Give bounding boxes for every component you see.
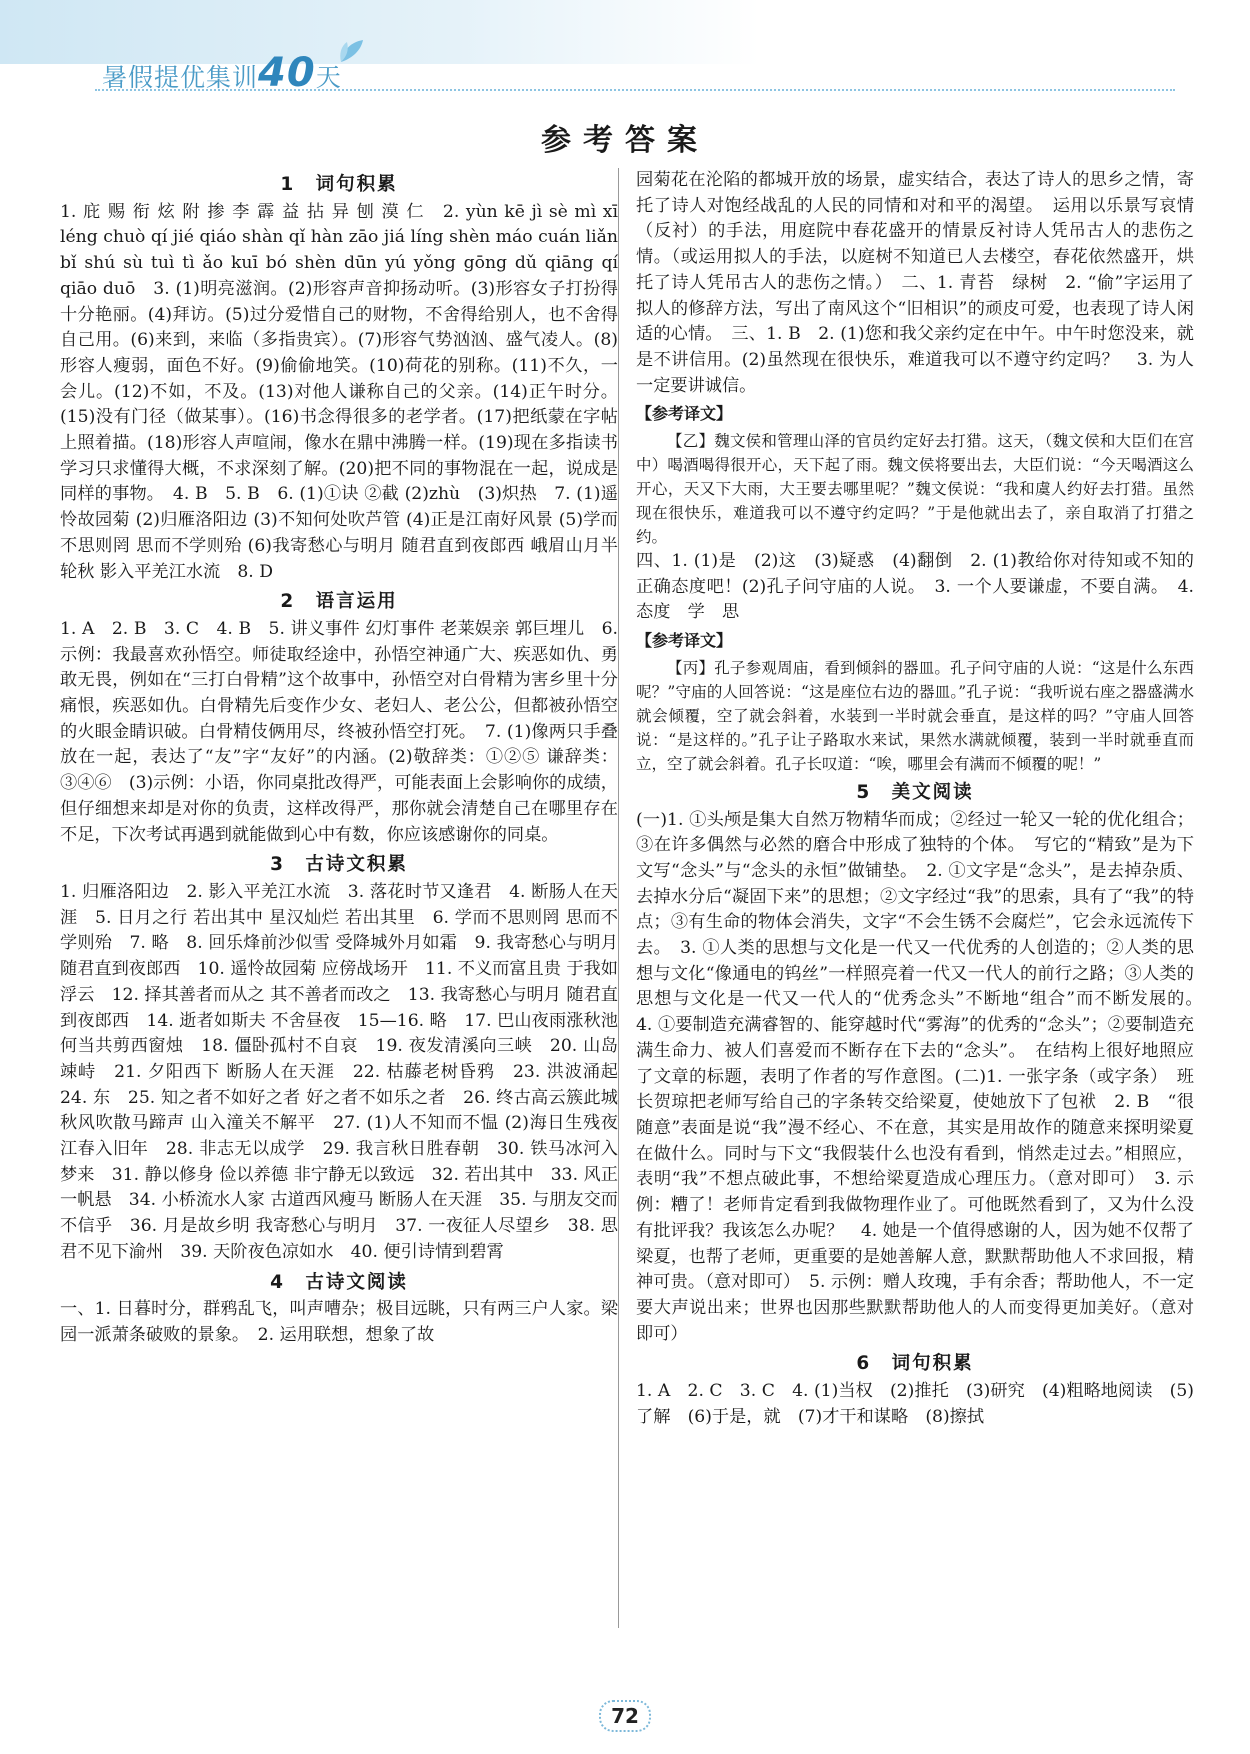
answer-paragraph: 1. 归雁洛阳边 2. 影入平羌江水流 3. 落花时节又逢君 4. 断肠人在天涯 5. 日月之行 若出其中 星汉灿烂 若出其里 6. 学而不思则罔 思而不学则殆 7. 略 8. 回乐烽前沙似雪 受降城外月如霜 9. 我寄愁心与明月 随君直到夜郎西 10. 遥怜故园菊 应傍战场开 11. 不义而富且贵 于我如浮云 12. 择其善者而从之 其不善者而改之 13. 我寄愁心与明月 随君直到夜郎西 14. 逝者如斯夫 不舍昼夜 15—16. 略 17. 巴山夜雨涨秋池 何当共剪西窗烛 18. 僵卧孤村不自哀 19. 夜发清溪向三峡 20. 山岛竦峙 21. 夕阳西下 断肠人在天涯 22. 枯藤老树昏鸦 23. 洪波涌起 24. 东 25. 知之者不如好之者 好之者不如乐之者 26. 终古高云簇此城 秋风吹散马蹄声 山入潼关不解平 27. (1)人不知而不愠 (2)海日生残夜 江春入旧年 28. 非志无以成学 29. 我言秋日胜春朝 30. 铁马冰河入梦来 31. 静以修身 俭以养德 非宁静无以致远 32. 若出其中 33. 风正一帆悬 34. 小桥流水人家 古道西风瘦马 断肠人在天涯 35. 与朋友交而不信乎 36. 月是故乡明 我寄愁心与明月 37. 一夜征人尽望乡 38. 思君不见下渝州 39. 天阶夜色凉如水 40. 便引诗情到碧霄	[60, 881, 636, 1262]
section-heading: 5 美文阅读	[856, 781, 974, 803]
series-suffix: 天	[315, 63, 342, 92]
answer-paragraph: 1. 庇 赐 衔 炫 附 掺 李 霹 益 拈 异 刨 漠 仁 2. yùn kē jì sè mì xī léng chuò qí jié qiáo shàn qǐ hàn zāo jiá líng shèn máo cuán liǎn bǐ shú sù tuì tì ǎo kuī bó shèn dūn yú yǒng gōng dǔ qiāng qí qiāo duō 3. (1)明亮滋润。(2)形容声音抑扬动听。(3)形容女子打扮得十分艳丽。(4)拜访。(5)过分爱惜自己的财物，不舍得给别人，也不舍得自己用。(6)来到，来临（多指贵宾）。(7)形容气势汹汹、盛气凌人。(8)形容人瘦弱，面色不好。(9)偷偷地笑。(10)荷花的别称。(11)不久，一会儿。(12)不如，不及。(13)对他人谦称自己的父亲。(14)正午时分。(15)没有门径（做某事）。(16)书念得很多的老学者。(17)把纸蒙在字帖上照着描。(18)形容人声喧闹，像水在鼎中沸腾一样。(19)现在多指读书学习只求懂得大概，不求深刻了解。(20)把不同的事物混在一起，说成是同样的事物。 4. B 5. B 6. (1)①诀 ②截 (2)zhù (3)炽热 7. (1)遥怜故园菊 (2)归雁洛阳边 (3)不知何处吹芦管 (4)正是江南好风景 (5)学而不思则罔 思而不学则殆 (6)我寄愁心与明月 随君直到夜郎西 峨眉山月半轮秋 影入平羌江水流 8. D	[60, 201, 618, 582]
page-title: 参考答案	[541, 123, 709, 158]
section-heading: 6 词句积累	[856, 1353, 974, 1375]
page-number	[0, 1700, 1250, 1732]
translation-paragraph: 【乙】魏文侯和管理山泽的官员约定好去打猎。这天，（魏文侯和大臣们在宫中）喝酒喝得很开心，天下起了雨。魏文侯将要出去，大臣们说：“今天喝酒这么开心，天又下大雨，大王要去哪里呢？”魏文侯说：“我和虞人约好去打猎。虽然现在很快乐，难道我可以不遵守约定吗？”于是他就出去了，亲自取消了打猎之约。	[636, 432, 1194, 547]
translation-paragraph: 【丙】孔子参观周庙，看到倾斜的器皿。孔子问守庙的人说：“这是什么东西呢？”守庙的人回答说：“这是座位右边的器皿。”孔子说：“我听说右座之器盛满水就会倾覆，空了就会斜着，水装到一半时就会垂直，是这样的吗？”守庙人回答说：“是这样的。”孔子让子路取水来试，果然水满就倾覆，装到一半时就垂直而立，空了就会斜着。孔子长叹道：“唉，哪里会有满而不倾覆的呢！”	[636, 658, 1194, 773]
translation-label: 【参考译文】	[636, 631, 733, 651]
page-number-value: 72	[599, 1700, 651, 1732]
answer-paragraph: 1. A 2. C 3. C 4. (1)当权 (2)推托 (3)研究 (4)粗略地阅读 (5)了解 (6)于是，就 (7)才干和谋略 (8)擦拭	[636, 1381, 1194, 1427]
series-number: 40	[258, 50, 316, 96]
section-heading: 4 古诗文阅读	[270, 1271, 408, 1293]
answer-paragraph: 园菊花在沦陷的都城开放的场景，虚实结合，表达了诗人的思乡之情，寄托了诗人对饱经战乱的人民的同情和对和平的渴望。 运用以乐景写哀情（反衬）的手法，用庭院中春花盛开的情景反衬诗人凭吊古人的悲伤之情。（或运用拟人的手法，以庭树不知道已人去楼空，春花依然盛开，烘托了诗人凭吊古人的悲伤之情。） 二、1. 青苔 绿树 2. “偷”字运用了拟人的修辞方法，写出了南风这个“旧相识”的顽皮可爱，也表现了诗人闲适的心情。 三、1. B 2. (1)您和我父亲约定在中午。中午时您没来，就是不讲信用。(2)虽然现在很快乐，难道我可以不遵守约定吗？ 3. 为人一定要讲诚信。	[636, 170, 1194, 396]
column-divider	[618, 168, 619, 1628]
answer-paragraph: 一、1. 日暮时分，群鸦乱飞，叫声嘈杂；极目远眺，只有两三户人家。梁园一派萧条破败的景象。 2. 运用联想，想象了故	[60, 1299, 618, 1345]
right-column	[636, 168, 1212, 1430]
section-heading: 2 语言运用	[280, 591, 398, 613]
answer-paragraph: 四、1. (1)是 (2)这 (3)疑惑 (4)翻倒 2. (1)教给你对待知或不知的正确态度吧！(2)孔子问守庙的人说。 3. 一个人要谦虚，不要自满。 4. 态度 学 思	[636, 551, 1194, 623]
header-banner	[0, 0, 1250, 100]
answer-paragraph: (一)1. ①头颅是集大自然万物精华而成；②经过一轮又一轮的优化组合；③在许多偶然与必然的磨合中形成了独特的个体。 写它的“精致”是为下文写“念头”与“念头的永恒”做铺垫。 2. ①文字是“念头”，是去掉杂质、去掉水分后“凝固下来”的思想；②文字经过“我”的思索，具有了“我”的特点；③有生命的物体会消失，文字“不会生锈不会腐烂”，它会永远流传下去。 3. ①人类的思想与文化是一代又一代优秀的人创造的；②人类的思想与文化“像通电的钨丝”一样照亮着一代又一代人的前行之路；③人类的思想与文化是一代又一代人的“优秀念头”不断地“组合”而不断发展的。 4. ①要制造充满睿智的、能穿越时代“雾海”的优秀的“念头”；②要制造充满生命力、被人们喜爱而不断存在下去的“念头”。 在结构上很好地照应了文章的标题，表明了作者的写作意图。(二)1. 一张字条（或字条） 班长贺琼把老师写给自己的字条转交给梁夏，使她放下了包袱 2. B “很随意”表面是说“我”漫不经心、不在意，其实是用故作的随意来探明梁夏在做什么。同时与下文“我假装什么也没有看到，悄然走过去。”相照应，表明“我”不想点破此事，不想给梁夏造成心理压力。（意对即可） 3. 示例：糟了！老师肯定看到我做物理作业了。可他既然看到了，又为什么没有批评我？我该怎么办呢？ 4. 她是一个值得感谢的人，因为她不仅帮了梁夏，也帮了老师，更重要的是她善解人意，默默帮助他人不求回报，精神可贵。（意对即可） 5. 示例：赠人玫瑰，手有余香；帮助他人，不一定要大声说出来；世界也因那些默默帮助他人的人而变得更加美好。（意对即可）	[636, 809, 1212, 1344]
leaf-icon	[337, 38, 367, 64]
header-divider	[95, 89, 1175, 91]
left-column	[60, 168, 636, 1349]
series-title-text: 暑假提优集训	[102, 63, 259, 92]
section-heading: 1 词句积累	[280, 174, 398, 195]
section-heading: 3 古诗文积累	[270, 854, 408, 876]
translation-label: 【参考译文】	[636, 404, 733, 424]
answer-paragraph: 1. A 2. B 3. C 4. B 5. 讲义事件 幻灯事件 老莱娱亲 郭巨埋儿 6. 示例：我最喜欢孙悟空。师徒取经途中，孙悟空神通广大、疾恶如仇、勇敢无畏，例如在“三打白骨精”这个故事中，孙悟空对白骨精为害乡里十分痛恨，疾恶如仇。白骨精先后变作少女、老妇人、老公公，但都被孙悟空的火眼金睛识破。白骨精伎俩用尽，终被孙悟空打死。 7. (1)像两只手叠放在一起，表达了“友”字“友好”的内涵。(2)敬辞类：①②⑤ 谦辞类：③④⑥ (3)示例：小语，你同桌批改得严，可能表面上会影响你的成绩，但仔细想来却是对你的负责，这样改得严，那你就会清楚自己在哪里存在不足，下次考试再遇到就能做到心中有数，你应该感谢你的同桌。	[60, 618, 618, 845]
